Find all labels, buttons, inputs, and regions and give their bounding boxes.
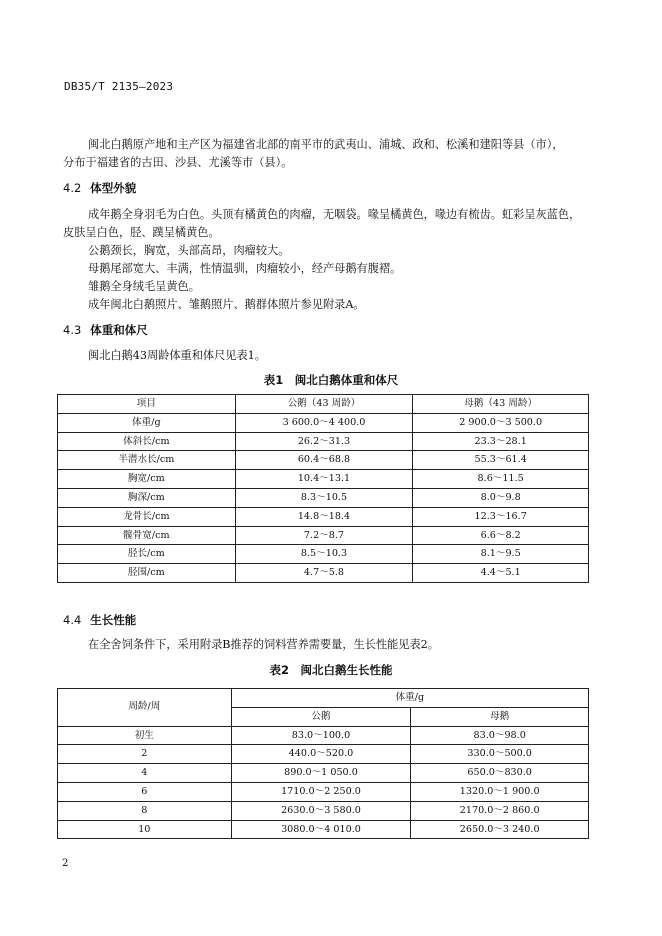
table-cell: 龙骨长/cm — [58, 507, 236, 526]
column-header: 项目 — [58, 395, 236, 414]
appearance-line-1: 成年鹅全身羽毛为白色。头顶有橘黄色的肉瘤，无咽袋。喙呈橘黄色，喙边有梳齿。虹彩呈灰蓝色， — [88, 208, 581, 221]
table-cell: 4.7～5.8 — [235, 564, 413, 583]
table-cell: 8.5～10.3 — [235, 545, 413, 564]
section-title: 体型外貌 — [90, 181, 137, 195]
column-header-male: 公鹅 — [231, 707, 411, 726]
table-cell: 440.0～520.0 — [231, 745, 411, 764]
table-cell: 83.0～98.0 — [411, 726, 589, 745]
table-row — [58, 745, 589, 764]
table-cell: 2170.0～2 860.0 — [411, 801, 589, 820]
body-measurement-table — [57, 394, 589, 583]
table1-caption: 表1 闽北白鹅体重和体尺 — [263, 373, 399, 387]
table-cell: 胫长/cm — [58, 545, 236, 564]
table-cell: 55.3～61.4 — [413, 451, 589, 470]
intro-line-2: 分布于福建省的古田、沙县、尤溪等市（县）。 — [63, 156, 293, 169]
table-cell: 8.1～9.5 — [413, 545, 589, 564]
table-cell: 12.3～16.7 — [413, 507, 589, 526]
table-cell: 650.0～830.0 — [411, 764, 589, 783]
table-cell: 2630.0～3 580.0 — [231, 801, 411, 820]
table-row — [58, 801, 589, 820]
appearance-line-2: 皮肤呈白色，胫、蹼呈橘黄色。 — [63, 226, 220, 239]
table-cell: 23.3～28.1 — [413, 432, 589, 451]
table-cell: 体斜长/cm — [58, 432, 236, 451]
table-row — [58, 488, 589, 507]
goose-description: 母鹅尾部宽大、丰满，性情温驯，肉瘤较小，经产母鹅有腹褶。 — [88, 262, 402, 275]
intro-line-1: 闽北白鹅原产地和主产区为福建省北部的南平市的武夷山、浦城、政和、松溪和建阳等县（市）， — [88, 138, 564, 151]
section-number: 4.3 — [63, 323, 82, 337]
table-row — [58, 764, 589, 783]
table-cell: 8.0～9.8 — [413, 488, 589, 507]
table-cell: 1710.0～2 250.0 — [231, 782, 411, 801]
section-number: 4.2 — [63, 181, 82, 195]
table-cell: 10 — [58, 820, 232, 839]
section-title: 生长性能 — [90, 613, 137, 627]
column-header-age: 周龄/周 — [58, 689, 232, 727]
column-header: 母鹅（43 周龄） — [413, 395, 589, 414]
table-cell: 60.4～68.8 — [235, 451, 413, 470]
table-cell: 初生 — [58, 726, 232, 745]
table-cell: 胫围/cm — [58, 564, 236, 583]
gosling-description: 雏鹅全身绒毛呈黄色。 — [88, 280, 200, 293]
table-cell: 2650.0～3 240.0 — [411, 820, 589, 839]
gander-description: 公鹅颈长，胸宽，头部高昂，肉瘤较大。 — [88, 244, 290, 257]
table-cell: 髋骨宽/cm — [58, 526, 236, 545]
column-header-weight: 体重/g — [231, 689, 588, 708]
section-number: 4.4 — [63, 613, 82, 627]
table-cell: 体重/g — [58, 413, 236, 432]
table-row — [58, 451, 589, 470]
page-number: 2 — [62, 858, 69, 869]
section-4-3-heading — [63, 322, 148, 338]
table2-reference: 在全舍饲条件下，采用附录B推荐的饲料营养需要量，生长性能见表2。 — [88, 638, 439, 651]
table-cell: 26.2～31.3 — [235, 432, 413, 451]
table-cell: 8.3～10.5 — [235, 488, 413, 507]
table-header-row — [58, 395, 589, 414]
growth-performance-table — [57, 688, 589, 839]
table-cell: 8.6～11.5 — [413, 470, 589, 489]
table1-reference: 闽北白鹅43周龄体重和体尺见表1。 — [88, 349, 266, 362]
column-header-female: 母鹅 — [411, 707, 589, 726]
table2-caption: 表2 闽北白鹅生长性能 — [269, 663, 393, 677]
table-cell: 4 — [58, 764, 232, 783]
table-cell: 1320.0～1 900.0 — [411, 782, 589, 801]
table-cell: 胸深/cm — [58, 488, 236, 507]
table-row — [58, 526, 589, 545]
table-cell: 10.4～13.1 — [235, 470, 413, 489]
table-row — [58, 432, 589, 451]
table-row — [58, 820, 589, 839]
table-row — [58, 726, 589, 745]
section-title: 体重和体尺 — [90, 323, 148, 337]
column-header: 公鹅（43 周龄） — [235, 395, 413, 414]
table-cell: 330.0～500.0 — [411, 745, 589, 764]
table-row — [58, 413, 589, 432]
table-cell: 胸宽/cm — [58, 470, 236, 489]
table-row — [58, 564, 589, 583]
table-cell: 2 900.0～3 500.0 — [413, 413, 589, 432]
table-cell: 3080.0～4 010.0 — [231, 820, 411, 839]
table-row — [58, 470, 589, 489]
table-cell: 6.6～8.2 — [413, 526, 589, 545]
table-cell: 半潜水长/cm — [58, 451, 236, 470]
table-cell: 83.0～100.0 — [231, 726, 411, 745]
table-row — [58, 782, 589, 801]
photo-reference: 成年闽北白鹅照片、雏鹅照片、鹅群体照片参见附录A。 — [88, 298, 365, 311]
table-cell: 3 600.0～4 400.0 — [235, 413, 413, 432]
table-cell: 4.4～5.1 — [413, 564, 589, 583]
section-4-2-heading — [63, 180, 136, 196]
table-cell: 8 — [58, 801, 232, 820]
table-row — [58, 545, 589, 564]
table-cell: 7.2～8.7 — [235, 526, 413, 545]
table-cell: 14.8～18.4 — [235, 507, 413, 526]
table-cell: 2 — [58, 745, 232, 764]
section-4-4-heading — [63, 612, 136, 628]
table-cell: 6 — [58, 782, 232, 801]
table-header-row — [58, 689, 589, 708]
table-row — [58, 507, 589, 526]
table-cell: 890.0～1 050.0 — [231, 764, 411, 783]
document-code: DB35/T 2135—2023 — [64, 80, 174, 93]
